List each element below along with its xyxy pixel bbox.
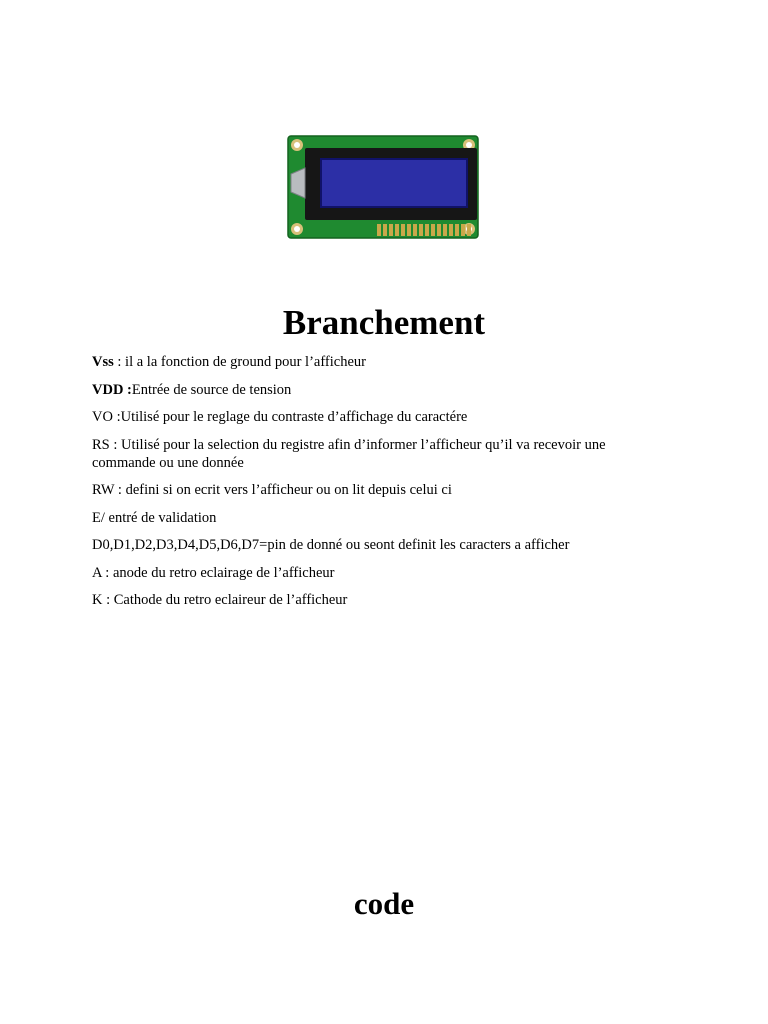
pin-item-data-pins <box>92 536 672 554</box>
pin-item-anode <box>92 564 672 582</box>
pin-item-vdd <box>92 381 672 399</box>
pin-label: VDD : <box>92 381 132 398</box>
pin-item-vss <box>92 353 672 371</box>
lcd-module-image <box>287 134 479 240</box>
pin-item-vo <box>92 408 672 426</box>
pin-text: : il a la fonction de ground pour l’afficheur <box>113 354 366 370</box>
pin-description-list <box>92 353 672 619</box>
pin-item-cathode <box>92 591 672 609</box>
pin-text: E/ entré de validation <box>92 509 217 526</box>
lcd-screen <box>321 159 467 207</box>
pin-item-rw <box>92 481 672 499</box>
pin-text: Entrée de source de tension <box>131 381 292 398</box>
section-title-branchement: Branchement <box>282 303 486 342</box>
pin-text: K : Cathode du retro eclaireur de l’afficheur <box>92 592 348 608</box>
pin-label: Vss <box>92 354 114 370</box>
section-title-code: code <box>353 886 415 921</box>
pin-text: RW : defini si on ecrit vers l’afficheur ou on lit depuis celui ci <box>92 482 452 498</box>
pin-text: A : anode du retro eclairage de l’afficheur <box>92 564 335 581</box>
lcd-module-icon <box>287 134 479 240</box>
pin-text: VO :Utilisé pour le reglage du contraste d’affichage du caractére <box>92 409 468 425</box>
pin-item-rs <box>92 436 672 472</box>
pin-text: RS : Utilisé pour la selection du registre afin d’informer l’afficheur qu’il va recevoir une commande ou une donnée <box>92 436 606 471</box>
pin-item-e <box>92 509 672 527</box>
pin-text: D0,D1,D2,D3,D4,D5,D6,D7=pin de donné ou seont definit les caracters a afficher <box>92 537 570 553</box>
